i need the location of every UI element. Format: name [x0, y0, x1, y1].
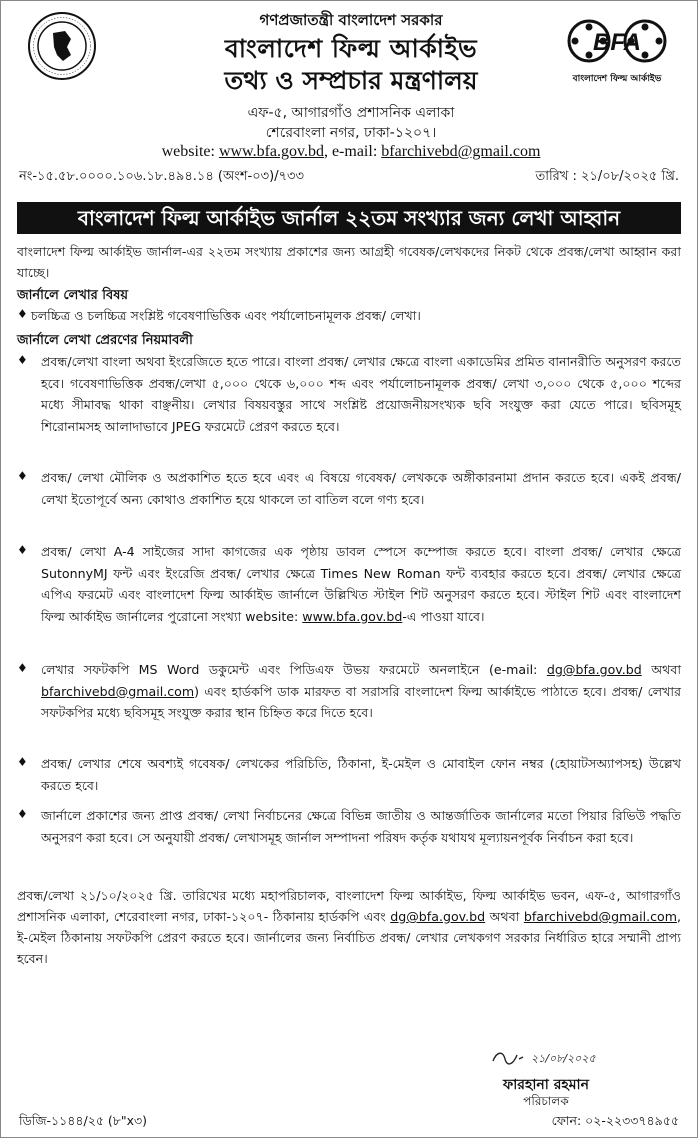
intro-paragraph: বাংলাদেশ ফিল্ম আর্কাইভ জার্নাল-এর ২২তম সংখ্যায় প্রকাশের জন্য আগ্রহী গবেষক/লেখকদের নিকট থেকে প্রবন্ধ/লেখা আহ্বান করা যাচ্ছে। — [17, 244, 681, 280]
signatory-name: ফারহানা রহমান — [503, 1077, 589, 1093]
topics-heading: জার্নালে লেখার বিষয় — [17, 288, 129, 303]
diamond-bullet-icon: ♦ — [17, 307, 28, 321]
rule-3-tail: -এ পাওয়া যাবে। — [402, 608, 485, 624]
advertisement-code: ডিজি-১১৪৪/২৫ (৮"x৩) — [19, 1113, 148, 1128]
rule-4 — [41, 659, 681, 724]
rule-4-text-b: অথবা — [641, 662, 681, 677]
diamond-bullet-icon: ♦ — [17, 353, 28, 367]
email-label: , e-mail: — [323, 143, 382, 160]
contact-line — [111, 143, 591, 161]
address-line-1: এফ-৫, আগারগাঁও প্রশাসনিক এলাকা — [247, 105, 455, 121]
ministry-name: তথ্য ও সম্প্রচার মন্ত্রণালয় — [224, 66, 478, 95]
closing-text-b: অথবা — [485, 909, 524, 924]
rule-3 — [41, 541, 681, 627]
rule-2: প্রবন্ধ/ লেখা মৌলিক ও অপ্রকাশিত হতে হবে এবং এ বিষয়ে গবেষক/ লেখককে অঙ্গীকারনামা প্রদান করতে হবে। একই প্রবন্ধ/ লেখা ইতোপূর্বে অন্য কোথাও প্রকাশিত হয়ে থাকলে তা বাতিল বলে গণ্য হবে। — [41, 470, 681, 507]
rule-6: জার্নালে প্রকাশের জন্য প্রাপ্ত প্রবন্ধ/ লেখা নির্বাচনের ক্ষেত্রে বিভিন্ন জাতীয় ও আন্তর্জাতিক জার্নালের মতো পিয়ার রিভিউ পদ্ধতি অনুসরণ করা হবে। সে অনুযায়ী প্রবন্ধ/ লেখাসমূহ জার্নাল সম্পাদনা পরিষদ কর্তৃক যথাযথ মূল্যায়নপূর্বক নির্বাচন করা হবে। — [41, 808, 681, 845]
diamond-bullet-icon: ♦ — [17, 543, 28, 557]
closing-email-dg[interactable]: dg@bfa.gov.bd — [390, 909, 486, 924]
reference-number: নং-১৫.৫৮.০০০০.১০৬.১৮.৪৯৪.১৪ (অংশ-০৩)/৭৩৩ — [19, 169, 304, 184]
rules-heading: জার্নালে লেখা প্রেরণের নিয়মাবলী — [17, 333, 193, 348]
rule-1: প্রবন্ধ/লেখা বাংলা অথবা ইংরেজিতে হতে পারে। বাংলা প্রবন্ধ/ লেখার ক্ষেত্রে বাংলা একাডেমির প্রমিত বানানরীতি অনুসরণ করতে হবে। গবেষণাভিত্তিক প্রবন্ধ/লেখা ৫,০০০ থেকে ৬,০০০ শব্দ এবং পর্যালোচনামূলক প্রবন্ধ/ লেখা ৩,০০০ থেকে ৫,০০০ শব্দের মধ্যে সীমাবদ্ধ থাকা বাঞ্ছনীয়। লেখার বিষয়বস্তুর সাথে সংশ্লিষ্ট প্রয়োজনীয়সংখ্যক ছবি সংযুক্ত করা যেতে পারে। ছবিসমূহ শিরোনামসহ আলাদাভাবে JPEG ফরমেটে প্রেরণ করতে হবে। — [41, 354, 681, 434]
rule-4-email-bfarchive[interactable]: bfarchivebd@gmail.com — [41, 683, 195, 699]
rule-3-text: প্রবন্ধ/ লেখা A-4 সাইজের সাদা কাগজের এক পৃষ্ঠায় ডাবল স্পেসে কম্পোজ করতে হবে। বাংলা প্রবন্ধ/ লেখার ক্ষেত্রে SutonnyMJ ফন্ট এবং ইংরেজি প্রবন্ধ/ লেখার ক্ষেত্রে Times New Roman ফন্ট ব্যবহার করতে হবে। প্রবন্ধ/ লেখার ক্ষেত্রে এপিএ ফরমেট এবং বাংলাদেশ ফিল্ম আর্কাইভ জার্নালে উল্লিখিত স্টাইল শিট অনুসরণ করতে হবে। স্টাইল শিট এবং বাংলাদেশ ফিল্ম আর্কাইভ জার্নালের পুরোনো সংখ্যা website: — [41, 544, 681, 624]
signature-date: ২১/০৮/২০২৫ — [531, 1052, 596, 1065]
notice-title-banner: বাংলাদেশ ফিল্ম আর্কাইভ জার্নাল ২২তম সংখ্যার জন্য লেখা আহ্বান — [17, 202, 681, 234]
phone-number: ফোন: ০২-২২৩৩৭৪৯৫৫ — [551, 1113, 679, 1128]
email-link[interactable]: bfarchivebd@gmail.com — [381, 143, 541, 160]
rule-4-email-dg[interactable]: dg@bfa.gov.bd — [546, 662, 642, 677]
topic-item: চলচ্চিত্র ও চলচ্চিত্র সংশ্লিষ্ট গবেষণাভিত্তিক এবং পর্যালোচনামূলক প্রবন্ধ/ লেখা। — [31, 308, 421, 323]
diamond-bullet-icon: ♦ — [17, 807, 28, 821]
organization-name: বাংলাদেশ ফিল্ম আর্কাইভ — [224, 34, 478, 63]
closing-text-c: , ই-মেইল ঠিকানায় সফটকপি প্রেরণ করতে হবে। জার্নালের জন্য নির্বাচিত প্রবন্ধ/ লেখার লেখকগণ সরকার নির্ধারিত হারে সম্মানী প্রাপ্য হবেন। — [17, 909, 682, 966]
closing-email-bfarchive[interactable]: bfarchivebd@gmail.com — [523, 909, 677, 924]
closing-paragraph — [17, 885, 681, 969]
rule-4-text-a: লেখার সফটকপি MS Word ডকুমেন্ট এবং পিডিএফ উভয় ফরমেটে অনলাইনে (e-mail: — [41, 662, 547, 677]
closing-text-a: প্রবন্ধ/লেখা ২১/১০/২০২৫ খ্রি. তারিখের মধ্যে মহাপরিচালক, বাংলাদেশ ফিল্ম আর্কাইভ, ফিল্ম আর্কাইভ ভবন, এফ-৫, আগারগাঁও প্রশাসনিক এলাকা, শেরেবাংলা নগর, ঢাকা-১২০৭- ঠিকানায় হার্ডকপি এবং — [17, 888, 681, 924]
website-label: website: — [161, 143, 219, 160]
government-name: গণপ্রজাতন্ত্রী বাংলাদেশ সরকার — [259, 11, 443, 29]
handwritten-signature — [489, 1047, 599, 1069]
bfa-logo-text: BFA — [593, 29, 641, 56]
rule-4-text-c: ) এবং হার্ডকপি ডাক মারফত বা সরাসরি বাংলাদেশ ফিল্ম আর্কাইভে পাঠাতে হবে। প্রবন্ধ/ লেখার সফটকপির মধ্যে ছবিসমূহ সংযুক্ত করার স্থান চিহ্নিত করে দিতে হবে। — [41, 683, 681, 720]
signatory-title: পরিচালক — [523, 1094, 569, 1108]
bfa-logo-caption: বাংলাদেশ ফিল্ম আর্কাইভ — [572, 74, 662, 84]
address-line-2: শেরেবাংলা নগর, ঢাকা-১২০৭। — [265, 125, 437, 141]
government-seal-logo — [27, 11, 97, 81]
diamond-bullet-icon: ♦ — [17, 755, 28, 769]
diamond-bullet-icon: ♦ — [17, 661, 28, 675]
website-link[interactable]: www.bfa.gov.bd — [218, 143, 324, 160]
reference-date: তারিখ : ২১/০৮/২০২৫ খ্রি. — [535, 169, 679, 184]
rule-5: প্রবন্ধ/ লেখার শেষে অবশ্যই গবেষক/ লেখকের পরিচিতি, ঠিকানা, ই-মেইল ও মোবাইল ফোন নম্বর (হোয়াটসঅ্যাপসহ) উল্লেখ করতে হবে। — [41, 756, 681, 793]
diamond-bullet-icon: ♦ — [17, 469, 28, 483]
rule-3-website-link[interactable]: www.bfa.gov.bd — [302, 608, 403, 624]
